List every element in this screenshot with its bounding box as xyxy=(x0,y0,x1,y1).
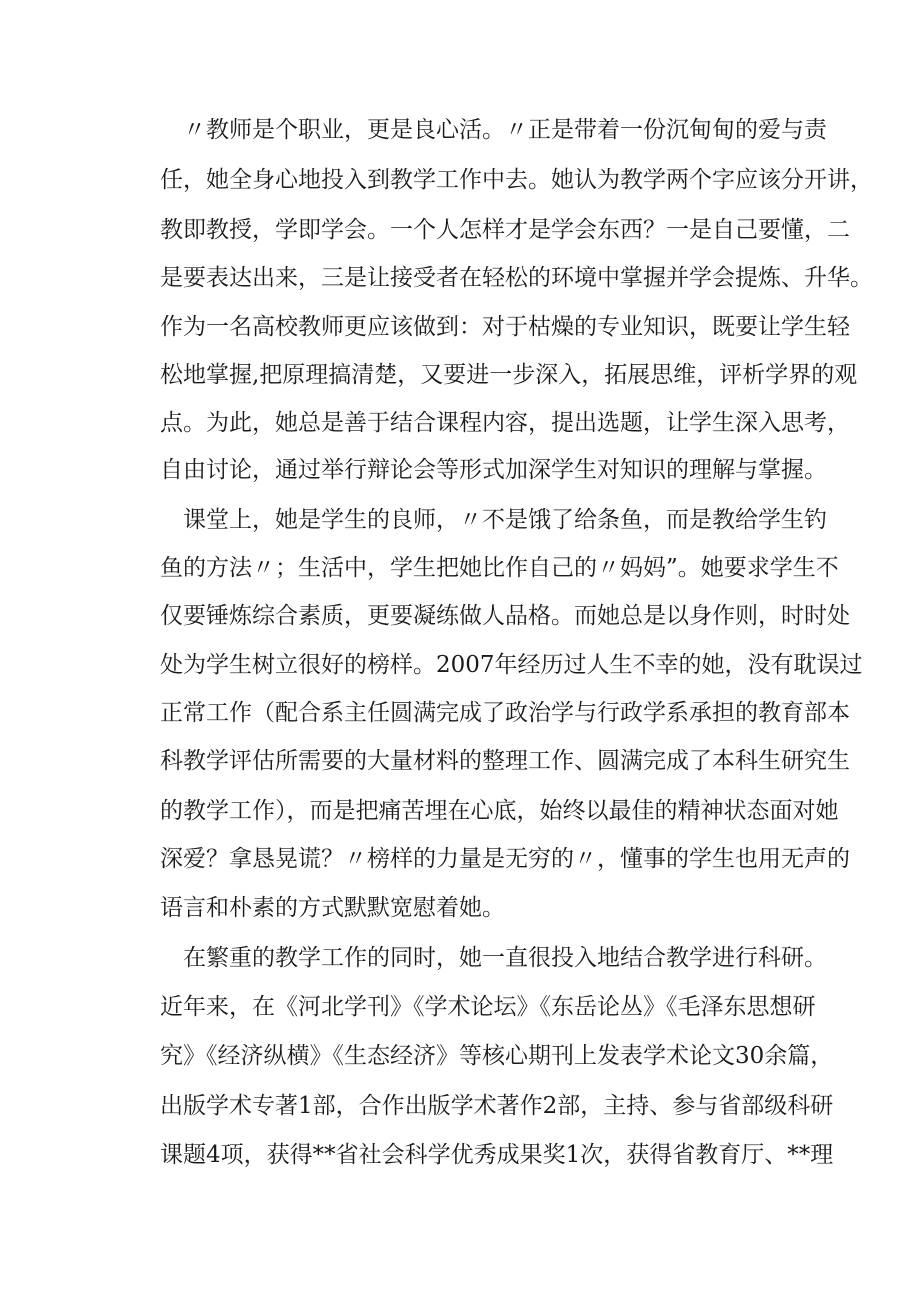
text-line: 正常工作（配合系主任圆满完成了政治学与行政学系承担的教育部本 xyxy=(160,700,850,726)
text-line: 松地掌握,把原理搞清楚，又要进一步深入，拓展思维，评析学界的观 xyxy=(160,362,858,388)
text-line: 究》《经济纵横》《生态经济》等核心期刊上发表学术论文30余篇， xyxy=(160,1043,834,1069)
text-line: 是要表达出来，三是让接受者在轻松的环境中掌握并学会提炼、升华。 xyxy=(160,265,873,291)
text-line: 处为学生树立很好的榜样。2007年经历过人生不幸的她，没有耽误过 xyxy=(160,652,863,678)
text-line: 深爱？拿恳晃谎？〃榜样的力量是无穷的〃，懂事的学生也用无声的 xyxy=(160,846,850,872)
text-line: 在繁重的教学工作的同时，她一直很投入地结合教学进行科研。 xyxy=(183,945,827,971)
text-line: 鱼的方法〃；生活中，学生把她比作自己的〃妈妈”。她要求学生不 xyxy=(160,555,839,581)
text-line: 课堂上，她是学生的良师，〃不是饿了给条鱼，而是教给学生钓 xyxy=(183,507,827,533)
text-line: 出版学术专著1部，合作出版学术著作2部，主持、参与省部级科研 xyxy=(160,1093,834,1119)
text-line: 点。为此，她总是善于结合课程内容，提出选题，让学生深入思考， xyxy=(160,410,850,436)
text-line: 语言和朴素的方式默默宽慰着她。 xyxy=(160,895,505,921)
text-line: 课题4项，获得**省社会科学优秀成果奖1次，获得省教育厅、**理 xyxy=(160,1142,834,1168)
text-line: 任，她全身心地投入到教学工作中去。她认为教学两个字应该分开讲， xyxy=(160,167,873,193)
text-line: 〃教师是个职业，更是良心活。〃正是带着一份沉甸甸的爱与责 xyxy=(183,117,827,143)
text-line: 教即教授，学即学会。一个人怎样才是学会东西？一是自己要懂，二 xyxy=(160,217,850,243)
text-line: 的教学工作），而是把痛苦埋在心底，始终以最佳的精神状态面对她 xyxy=(160,798,839,824)
text-line: 仅要锤炼综合素质，更要凝练做人品格。而她总是以身作则，时时处 xyxy=(160,603,850,629)
text-line: 近年来，在《河北学刊》《学术论坛》《东岳论丛》《毛泽东思想研 xyxy=(160,994,816,1020)
text-line: 自由讨论，通过举行辩论会等形式加深学生对知识的理解与掌握。 xyxy=(160,457,827,483)
text-line: 科教学评估所需要的大量材料的整理工作、圆满完成了本科生研究生 xyxy=(160,748,850,774)
text-line: 作为一名高校教师更应该做到：对于枯燥的专业知识，既要让学生轻 xyxy=(160,314,850,340)
